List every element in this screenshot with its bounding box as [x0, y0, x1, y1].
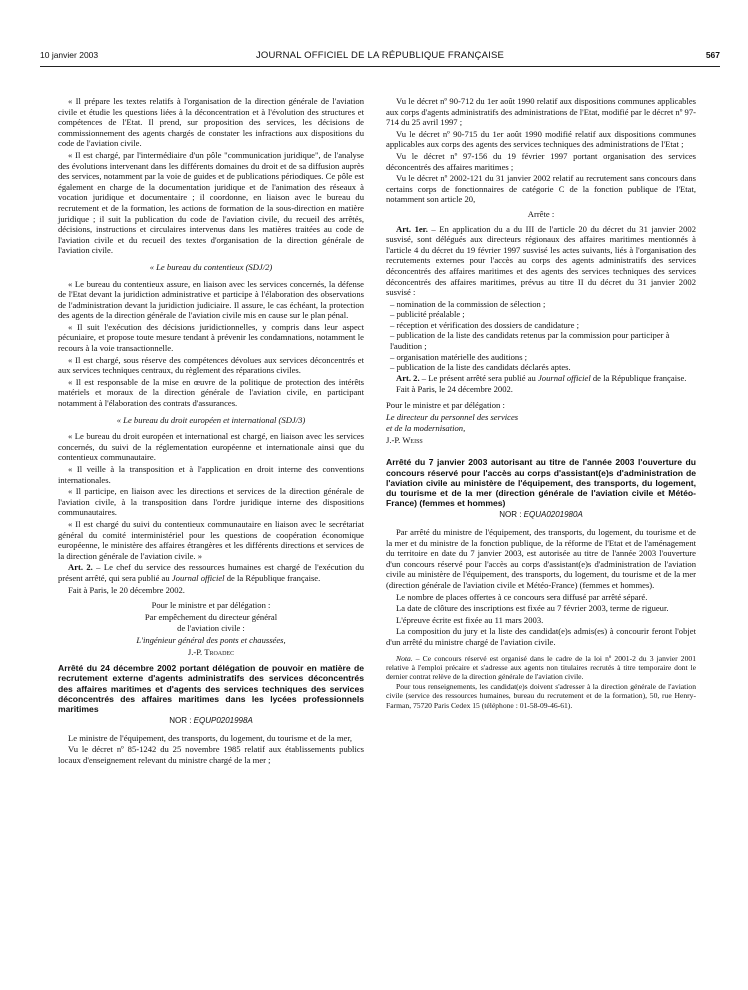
- signature-title: et de la modernisation,: [386, 423, 466, 434]
- paragraph: « Il est chargé, par l'intermédiaire d'un pôle "communication juridique", de l'analyse des évolutions intervenant dans les différents domaines du droit et de sa diffusion auprès des services, notamment par la voie de guides et de publications périodiques. Ce pôle est également en charge de la documentation juridique et de l'animation des réseaux à vocation juridique et documentaire ; il coordonne, en liaison avec le bureau du recrutement et de la formation, les actions de formation de la sous-direction en matière juridique ; il suit la publication du code de l'aviation civile, du recueil des arrêtés, décisions, instructions et circulaires intervenus dans les matières traitées au code de l'aviation civile et du recueil des textes d'organisation de la direction générale de l'aviation civile.: [58, 149, 364, 256]
- nor-reference: [58, 716, 364, 727]
- paragraph: « Il prépare les textes relatifs à l'organisation de la direction générale de l'aviation civile et étudie les questions liées à la déconcentration et à l'évolution des structures et compétences de l'Etat. Il prend, sur proposition des services, les décisions de commissionnement des agents chargés de constater les infractions aux dispositions du code de l'aviation civile.: [58, 96, 364, 149]
- paragraph: « Le bureau du contentieux assure, en liaison avec les services concernés, la défense de l'Etat devant la juridiction administrative et participe à l'élaboration des observations de l'administration devant la juridiction judiciaire. Il assure, le cas échéant, la protection des agents de la direction générale de l'aviation civile mis en cause sur le plan pénal.: [58, 278, 364, 321]
- nota-block: [386, 654, 696, 710]
- right-column: [386, 96, 696, 711]
- list-item: – organisation matérielle des auditions ;: [390, 351, 528, 362]
- journal-officiel-ref: Journal officiel: [171, 572, 225, 583]
- paragraph: « Il participe, en liaison avec les directions et services de la direction générale de l'aviation civile, à la transposition dans l'ordre juridique interne des dispositions communautaires.: [58, 486, 364, 518]
- list-item: – publication de la liste des candidats déclarés aptes.: [390, 362, 571, 373]
- paragraph: Le ministre de l'équipement, des transports, du logement, du tourisme et de la mer,: [68, 732, 353, 743]
- paragraph: Par arrêté du ministre de l'équipement, des transports, du logement, du tourisme et de la mer et du ministre de la fonction publique, de la réforme de l'Etat et de l'aménagement du territoire en date du 7 janvier 2003, est autorisée au titre de l'année 2003 l'ouverture d'un concours réservé pour l'accès au corps d'assistant(e)s d'administration de l'aviation civile au ministère de l'équipement, des transports, du logement, du tourisme et de la mer (direction générale de l'aviation civile et Météo-France) (femmes et hommes).: [386, 527, 696, 590]
- nota-paragraph: Pour tous renseignements, les candidat(e)s doivent s'adresser à la direction générale de l'aviation civile (service des ressources humaines, bureau du recrutement et de la formation), 50, rue Henry-Farman, 75720 Paris Cedex 15 (téléphone : 01-58-09-46-61).: [386, 682, 696, 710]
- article-text: de la République française.: [224, 572, 321, 583]
- paragraph: « Il est chargé, sous réserve des compétences dévolues aux services déconcentrés et aux services techniques centraux, du règlement des réparations civiles.: [58, 354, 364, 376]
- section-heading: « Le bureau du contentieux (SDJ/2): [149, 261, 273, 272]
- nota-text: – Ce concours réservé est organisé dans le cadre de la loi nº 2001-2 du 3 janvier 2001 relative à l'emploi précaire et s'adresse aux agents non titulaires recrutés à titre temporaire dont le dernier contrat relève de la direction générale de l'aviation civile.: [386, 653, 696, 681]
- paragraph: Vu le décret nº 2002-121 du 31 janvier 2002 relatif au recrutement sans concours dans certains corps de fonctionnaires de catégorie C de la fonction publique de l'Etat, notamment son article 20,: [386, 173, 696, 205]
- paragraph: La date de clôture des inscriptions est fixée au 7 février 2003, terme de rigueur.: [396, 603, 669, 614]
- page-header: [40, 50, 720, 64]
- paragraph: « Il veille à la transposition et à l'application en droit interne des conventions internationales.: [58, 464, 364, 485]
- paragraph: Vu le décret nº 97-156 du 19 février 1997 portant organisation des services déconcentrés des affaires maritimes ;: [386, 150, 696, 172]
- signature-title: Le directeur du personnel des services: [386, 411, 519, 422]
- list-item: – publicité préalable ;: [390, 309, 465, 320]
- nota-paragraph: [386, 654, 696, 682]
- nor-label: NOR :: [169, 716, 194, 726]
- paragraph: L'épreuve écrite est fixée au 11 mars 2003.: [396, 614, 544, 625]
- article-2-paragraph: [58, 562, 364, 583]
- header-rule: [40, 66, 720, 67]
- nor-code: EQUP0201998A: [193, 716, 253, 726]
- acts-list: [386, 299, 696, 373]
- signature-name: J.-P. Troadec: [187, 646, 235, 657]
- nota-label: Nota.: [396, 653, 413, 663]
- section-heading: « Le bureau du droit européen et international (SDJ/3): [116, 414, 306, 425]
- article-text: – Le chef du service des ressources humaines est chargé de l'exécution du présent arrêté, qui sera publié au: [58, 562, 364, 583]
- nor-label: NOR :: [499, 510, 524, 520]
- decree-title: Arrêté du 7 janvier 2003 autorisant au titre de l'année 2003 l'ouverture du concours réservé pour l'accès au corps d'assistant(e)s d'administration de l'aviation civile au ministère de l'équipement, des transports, du logement, du tourisme et de la mer (direction générale de l'aviation civile et Météo-France) (femmes et hommes): [386, 457, 696, 509]
- nor-reference: [386, 510, 696, 521]
- signature-line: Par empêchement du directeur général: [144, 611, 278, 622]
- left-column: [58, 96, 364, 766]
- decree-title: Arrêté du 24 décembre 2002 portant délégation de pouvoir en matière de recrutement externe d'agents administratifs des services déconcentrés des affaires maritimes et d'agents des services techniques des services déconcentrés des affaires maritimes dans les lycées professionnels maritimes: [58, 663, 364, 714]
- paragraph: « Il est responsable de la mise en œuvre de la politique de protection des intérêts matériels et moraux de la direction générale de l'aviation civile, en participant notamment à l'élaboration des contrats d'assurances.: [58, 376, 364, 409]
- paragraph: « Il suit l'exécution des décisions juridictionnelles, y compris dans leur aspect pécuniaire, et propose toute mesure tendant à prévenir les condamnations, notamment le recours à la voie transactionnelle.: [58, 321, 364, 354]
- article-text: – En application du a du III de l'article 20 du décret du 31 janvier 2002 susvisé, sont délégués aux directeurs régionaux des affaires maritimes mentionnés à l'article 4 du décret du 19 février 1997 susvisé les actes suivants, liés à l'organisation des recrutements externes pour l'accès au corps des agents administratifs des services déconcentrés des affaires maritimes et des agents des services techniques des services déconcentrés des affaires maritimes, prévus au titre II du décret du 31 janvier 2002 susvisé :: [386, 223, 696, 298]
- paragraph: Le nombre de places offertes à ce concours sera diffusé par arrêté séparé.: [396, 591, 648, 602]
- fait-a-paris: Fait à Paris, le 24 décembre 2002.: [396, 384, 513, 395]
- paragraph: Vu le décret nº 85-1242 du 25 novembre 1985 relatif aux établissements publics locaux d'enseignement relevant du ministre chargé de la mer ;: [58, 744, 364, 765]
- article-label: Art. 2.: [396, 372, 420, 383]
- article-text: de la République française.: [590, 372, 687, 383]
- article-2-paragraph: [386, 373, 696, 384]
- signature-line: Pour le ministre et par délégation :: [151, 600, 271, 611]
- journal-title: JOURNAL OFFICIEL DE LA RÉPUBLIQUE FRANÇAISE: [255, 50, 505, 61]
- arrete-heading: Arrête :: [527, 208, 555, 219]
- signature-title: L'ingénieur général des ponts et chaussées,: [136, 634, 286, 645]
- fait-a-paris: Fait à Paris, le 20 décembre 2002.: [68, 584, 185, 595]
- header-date: 10 janvier 2003: [40, 50, 99, 60]
- paragraph: « Il est chargé du suivi du contentieux communautaire en liaison avec le secrétariat général du comité interministériel pour les questions de coopération économique européenne, le ministère des affaires étrangères et les différents directions et services de la direction générale de l'aviation civile. »: [58, 518, 364, 561]
- list-item: – publication de la liste des candidats retenus par la commission pour participer à l'audition ;: [390, 330, 670, 352]
- paragraph: Vu le décret nº 90-712 du 1er août 1990 relatif aux dispositions communes applicables aux corps d'agents administratifs des administrations de l'Etat, modifié par le décret nº 97-714 du 25 avril 1997 ;: [386, 96, 696, 128]
- list-item: – nomination de la commission de sélection ;: [390, 298, 546, 309]
- page-number: 567: [705, 50, 720, 60]
- article-label: Art. 2.: [68, 562, 93, 573]
- paragraph: « Le bureau du droit européen et international est chargé, en liaison avec les services concernés, du suivi de la réglementation européenne et internationale ainsi que du contentieux communautaire.: [58, 431, 364, 463]
- article-1-paragraph: [386, 224, 696, 298]
- signature-line: Pour le ministre et par délégation :: [386, 400, 505, 411]
- signature-name: J.-P. Weiss: [386, 434, 423, 445]
- paragraph: Vu le décret nº 90-715 du 1er août 1990 modifié relatif aux dispositions communes applicables aux corps des agents des services techniques des administrations de l'Etat ;: [386, 128, 696, 150]
- article-label: Art. 1er.: [396, 223, 428, 234]
- nor-code: EQUA0201980A: [523, 510, 583, 520]
- journal-officiel-ref: Journal officiel: [537, 372, 591, 383]
- paragraph: La composition du jury et la liste des candidat(e)s admis(es) à concourir feront l'objet d'un arrêté du ministre chargé de l'aviation civile.: [386, 626, 696, 647]
- signature-line: de l'aviation civile :: [177, 623, 245, 634]
- article-text: – Le présent arrêté sera publié au: [419, 372, 538, 383]
- list-item: – réception et vérification des dossiers de candidature ;: [390, 319, 579, 330]
